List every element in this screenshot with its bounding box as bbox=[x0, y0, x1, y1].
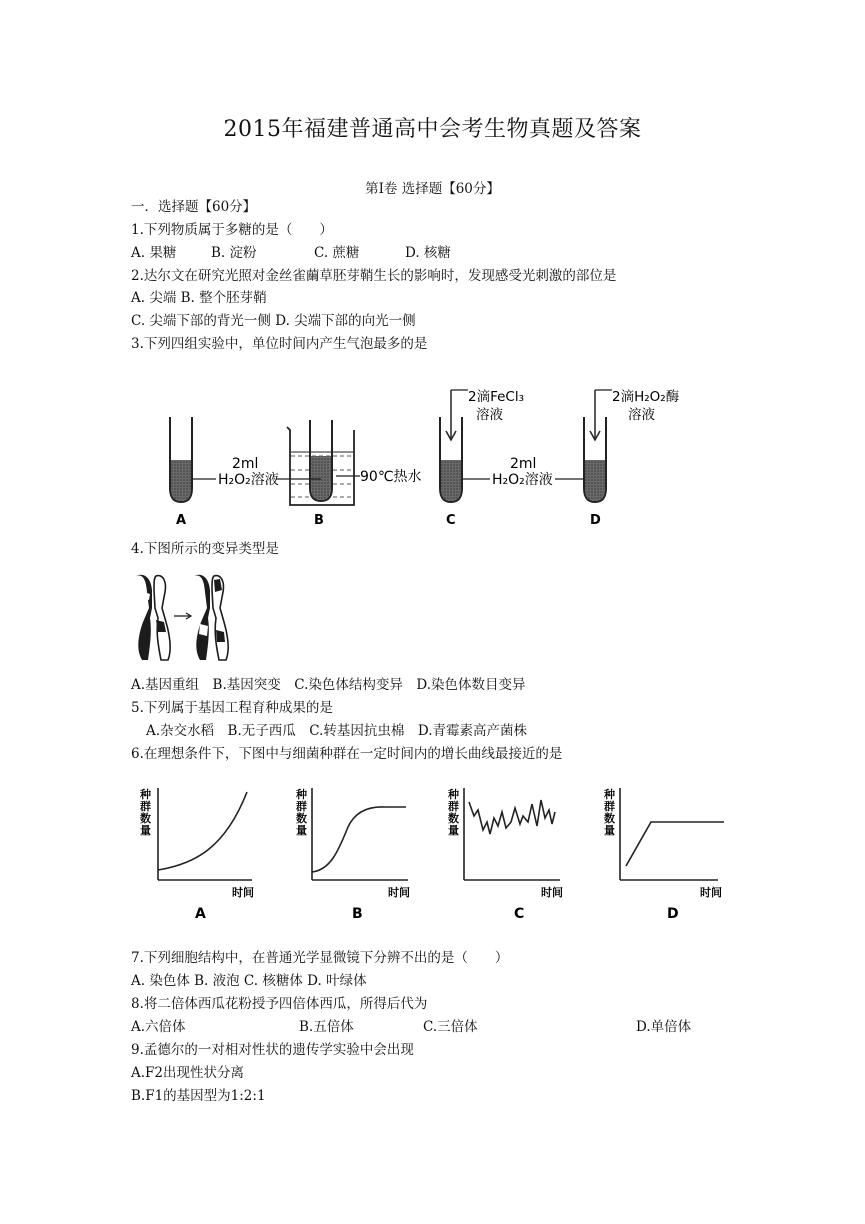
beaker-b bbox=[287, 420, 354, 505]
q4-stem: 4.下图所示的变异类型是 bbox=[131, 541, 279, 557]
q2-options-cd: C. 尖端下部的背光一侧 D. 尖端下部的向光一侧 bbox=[131, 313, 416, 329]
graph-a bbox=[158, 788, 252, 880]
q3-h2o2-label-1: H₂O₂溶液 bbox=[218, 472, 279, 488]
q6-ylabel-c-3: 数 bbox=[448, 812, 459, 825]
q6-ylabel-b-1: 种 bbox=[296, 788, 307, 801]
q6-xlabel-d: 时间 bbox=[700, 886, 722, 899]
q3-figure bbox=[150, 380, 730, 530]
q6-ylabel-d-1: 种 bbox=[604, 788, 615, 801]
q2-stem: 2.达尔文在研究光照对金丝雀繭草胚芽鞘生长的影响时，发现感受光刺激的部位是 bbox=[131, 268, 617, 284]
q9-option-b: B.F1的基因型为1:2:1 bbox=[131, 1088, 266, 1104]
q3-label-c: C bbox=[446, 513, 456, 528]
q7-stem: 7.下列细胞结构中，在普通光学显微镜下分辨不出的是（ ） bbox=[131, 950, 509, 966]
q6-ylabel-d-2: 群 bbox=[604, 800, 615, 813]
part-heading: 一．选择题【60分】 bbox=[131, 199, 257, 215]
q6-label-b: B bbox=[352, 906, 363, 922]
q1-option-d: D. 核糖 bbox=[405, 245, 451, 261]
q6-stem: 6.在理想条件下，下图中与细菌种群在一定时间内的增长曲线最接近的是 bbox=[131, 746, 563, 762]
test-tube-d bbox=[584, 390, 606, 502]
q6-label-c: C bbox=[514, 906, 525, 922]
q6-ylabel-c-1: 种 bbox=[448, 788, 459, 801]
q3-stem: 3.下列四组实验中，单位时间内产生气泡最多的是 bbox=[131, 336, 428, 352]
q8-option-d: D.单倍体 bbox=[636, 1019, 692, 1035]
q3-h2o2-label-2: H₂O₂溶液 bbox=[492, 472, 553, 488]
q3-enzyme-label: 2滴H₂O₂酶 bbox=[612, 389, 680, 405]
q6-label-d: D bbox=[667, 906, 679, 922]
q3-volume-label-2: 2ml bbox=[510, 456, 537, 472]
test-tube-c bbox=[440, 390, 462, 502]
q3-hot-water-label: 90℃热水 bbox=[360, 469, 422, 485]
q6-graphs bbox=[140, 782, 740, 927]
q3-fecl3-label: 2滴FeCl₃ bbox=[468, 389, 525, 405]
q4-options: A.基因重组 B.基因突变 C.染色体结构变异 D.染色体数目变异 bbox=[131, 677, 526, 693]
q6-ylabel-a-2: 群 bbox=[140, 800, 151, 813]
q6-ylabel-a-3: 数 bbox=[140, 812, 151, 825]
q3-volume-label-1: 2ml bbox=[232, 456, 259, 472]
q6-ylabel-d-4: 量 bbox=[604, 824, 615, 837]
page-title: 2015年福建普通高中会考生物真题及答案 bbox=[223, 117, 642, 142]
q1-option-a: A. 果糖 bbox=[131, 245, 177, 261]
q6-ylabel-c-4: 量 bbox=[448, 824, 459, 837]
graph-b bbox=[312, 788, 408, 880]
q3-enzyme-label-2: 溶液 bbox=[628, 407, 655, 423]
graph-c bbox=[464, 788, 560, 880]
q1-option-c: C. 蔗糖 bbox=[314, 245, 360, 261]
q6-ylabel-d-3: 数 bbox=[604, 812, 615, 825]
q6-ylabel-c-2: 群 bbox=[448, 800, 459, 813]
section-heading: 第Ⅰ卷 选择题【60分】 bbox=[365, 181, 500, 197]
q6-ylabel-a-4: 量 bbox=[140, 824, 151, 837]
q1-option-b: B. 淀粉 bbox=[211, 245, 257, 261]
q3-label-b: B bbox=[314, 513, 324, 528]
q6-ylabel-b-2: 群 bbox=[296, 800, 307, 813]
graph-d bbox=[620, 788, 724, 880]
q8-stem: 8.将二倍体西瓜花粉授予四倍体西瓜，所得后代为 bbox=[131, 996, 428, 1012]
q2-options-ab: A. 尖端 B. 整个胚芽鞘 bbox=[131, 290, 267, 306]
q3-label-d: D bbox=[590, 513, 601, 528]
q3-fecl3-label-2: 溶液 bbox=[476, 407, 503, 423]
q9-option-a: A.F2出现性状分离 bbox=[131, 1065, 244, 1081]
q1-stem: 1.下列物质属于多糖的是（ ） bbox=[131, 222, 333, 238]
q6-xlabel-a: 时间 bbox=[232, 886, 254, 899]
q3-label-a: A bbox=[176, 513, 187, 528]
q6-ylabel-b-4: 量 bbox=[296, 824, 307, 837]
q5-stem: 5.下列属于基因工程育种成果的是 bbox=[131, 700, 333, 716]
q8-option-a: A.六倍体 bbox=[131, 1019, 186, 1035]
q6-ylabel-b-3: 数 bbox=[296, 812, 307, 825]
q8-option-b: B.五倍体 bbox=[299, 1019, 354, 1035]
q9-stem: 9.孟德尔的一对相对性状的遗传学实验中会出现 bbox=[131, 1042, 414, 1058]
q5-options: A.杂交水稻 B.无子西瓜 C.转基因抗虫棉 D.青霉素高产菌株 bbox=[146, 723, 528, 739]
q7-options: A. 染色体 B. 液泡 C. 核糖体 D. 叶绿体 bbox=[131, 973, 367, 989]
q6-xlabel-c: 时间 bbox=[541, 886, 563, 899]
q4-chromosome-figure bbox=[130, 570, 240, 665]
q6-ylabel-a-1: 种 bbox=[140, 788, 151, 801]
q6-xlabel-b: 时间 bbox=[388, 886, 410, 899]
q6-label-a: A bbox=[195, 906, 206, 922]
q8-option-c: C.三倍体 bbox=[423, 1019, 478, 1035]
test-tube-a bbox=[170, 417, 192, 502]
